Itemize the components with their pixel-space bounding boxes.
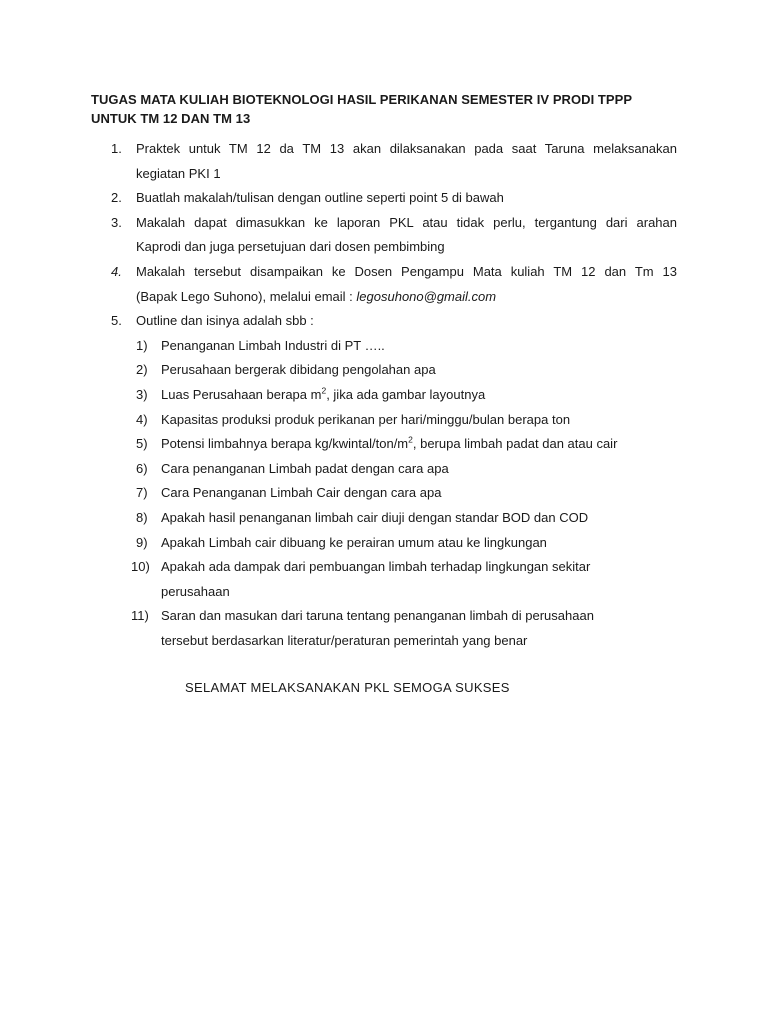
list-item-text: Praktek untuk TM 12 da TM 13 akan dilaksanakan pada saat Taruna melaksanakan [136,141,677,156]
outline-number: 11) [131,608,149,624]
list-item-text: Outline dan isinya adalah sbb : [136,313,314,329]
outline-text: Cara Penanganan Limbah Cair dengan cara apa [161,485,442,501]
list-item-number: 5. [111,313,122,329]
outline-text [161,436,617,451]
outline-text-part: Luas Perusahaan berapa m [161,386,322,402]
list-item-number: 4. [111,263,122,279]
list-item [111,186,677,211]
outline-number: 4) [136,411,148,427]
list-item-number: 1. [111,141,122,156]
outline-list [131,334,656,654]
outline-item [136,506,656,531]
outline-number: 6) [136,460,148,476]
outline-item [136,481,656,506]
outline-text-cont: perusahaan [161,583,230,599]
outline-text: Apakah ada dampak dari pembuangan limbah terhadap lingkungan sekitar [161,559,591,575]
outline-text: Cara penanganan Limbah padat dengan cara apa [161,460,449,476]
outline-text: Perusahaan bergerak dibidang pengolahan apa [161,362,436,378]
outline-item [136,334,656,359]
outline-text-part: , berupa limbah padat dan atau cair [412,436,618,452]
outline-text: Apakah hasil penanganan limbah cair diuji dengan standar BOD dan COD [161,509,589,525]
list-item [111,137,677,186]
outline-item [136,531,656,556]
email-address: legosuhono@gmail.com [356,288,497,304]
list-item-text-cont: kegiatan PKI 1 [136,165,221,181]
list-item-number: 2. [111,190,122,206]
title-line-1: TUGAS MATA KULIAH BIOTEKNOLOGI HASIL PERIKANAN SEMESTER IV PRODI TPPP [91,92,633,107]
list-item [111,211,677,260]
outline-item [131,555,656,604]
outline-item [136,383,656,408]
list-item-text: Buatlah makalah/tulisan dengan outline seperti point 5 di bawah [136,190,504,206]
outline-text-part: Potensi limbahnya berapa kg/kwintal/ton/m [161,436,409,452]
closing-message: SELAMAT MELAKSANAKAN PKL SEMOGA SUKSES [185,680,510,695]
outline-number: 2) [136,362,148,378]
outline-text: Penanganan Limbah Industri di PT ….. [161,337,385,353]
outline-number: 1) [136,337,148,353]
superscript: 2 [408,434,413,445]
task-list [111,137,677,653]
document-title [91,91,691,128]
list-item [111,309,677,334]
outline-number: 3) [136,386,148,402]
list-item-number: 3. [111,214,122,230]
outline-item [136,358,656,383]
outline-text-part: , jika ada gambar layoutnya [326,386,486,402]
list-item-text-cont [136,285,677,310]
superscript: 2 [321,385,327,396]
outline-number: 5) [136,436,148,452]
outline-text [161,387,485,402]
outline-text: Kapasitas produksi produk perikanan per hari/minggu/bulan berapa ton [161,411,571,427]
email-label: (Bapak Lego Suhono), melalui email : [136,288,357,304]
outline-number: 7) [136,485,148,501]
list-item-text: Makalah dapat dimasukkan ke laporan PKL atau tidak perlu, tergantung dari arahan [136,214,677,230]
outline-number: 10) [131,559,150,575]
list-item [111,260,677,309]
title-line-2: UNTUK TM 12 DAN TM 13 [91,110,251,126]
outline-text: Saran dan masukan dari taruna tentang penanganan limbah di perusahaan [161,608,594,624]
outline-item [136,408,656,433]
outline-text-cont: tersebut berdasarkan literatur/peraturan pemerintah yang benar [161,632,528,648]
outline-item [131,604,656,653]
list-item-text-cont: Kaprodi dan juga persetujuan dari dosen pembimbing [136,239,445,255]
outline-item [136,457,656,482]
outline-number: 9) [136,534,148,550]
list-item-text: Makalah tersebut disampaikan ke Dosen Pengampu Mata kuliah TM 12 dan Tm 13 [136,263,677,279]
outline-item [136,432,656,457]
outline-text: Apakah Limbah cair dibuang ke perairan umum atau ke lingkungan [161,534,547,550]
outline-number: 8) [136,509,148,525]
